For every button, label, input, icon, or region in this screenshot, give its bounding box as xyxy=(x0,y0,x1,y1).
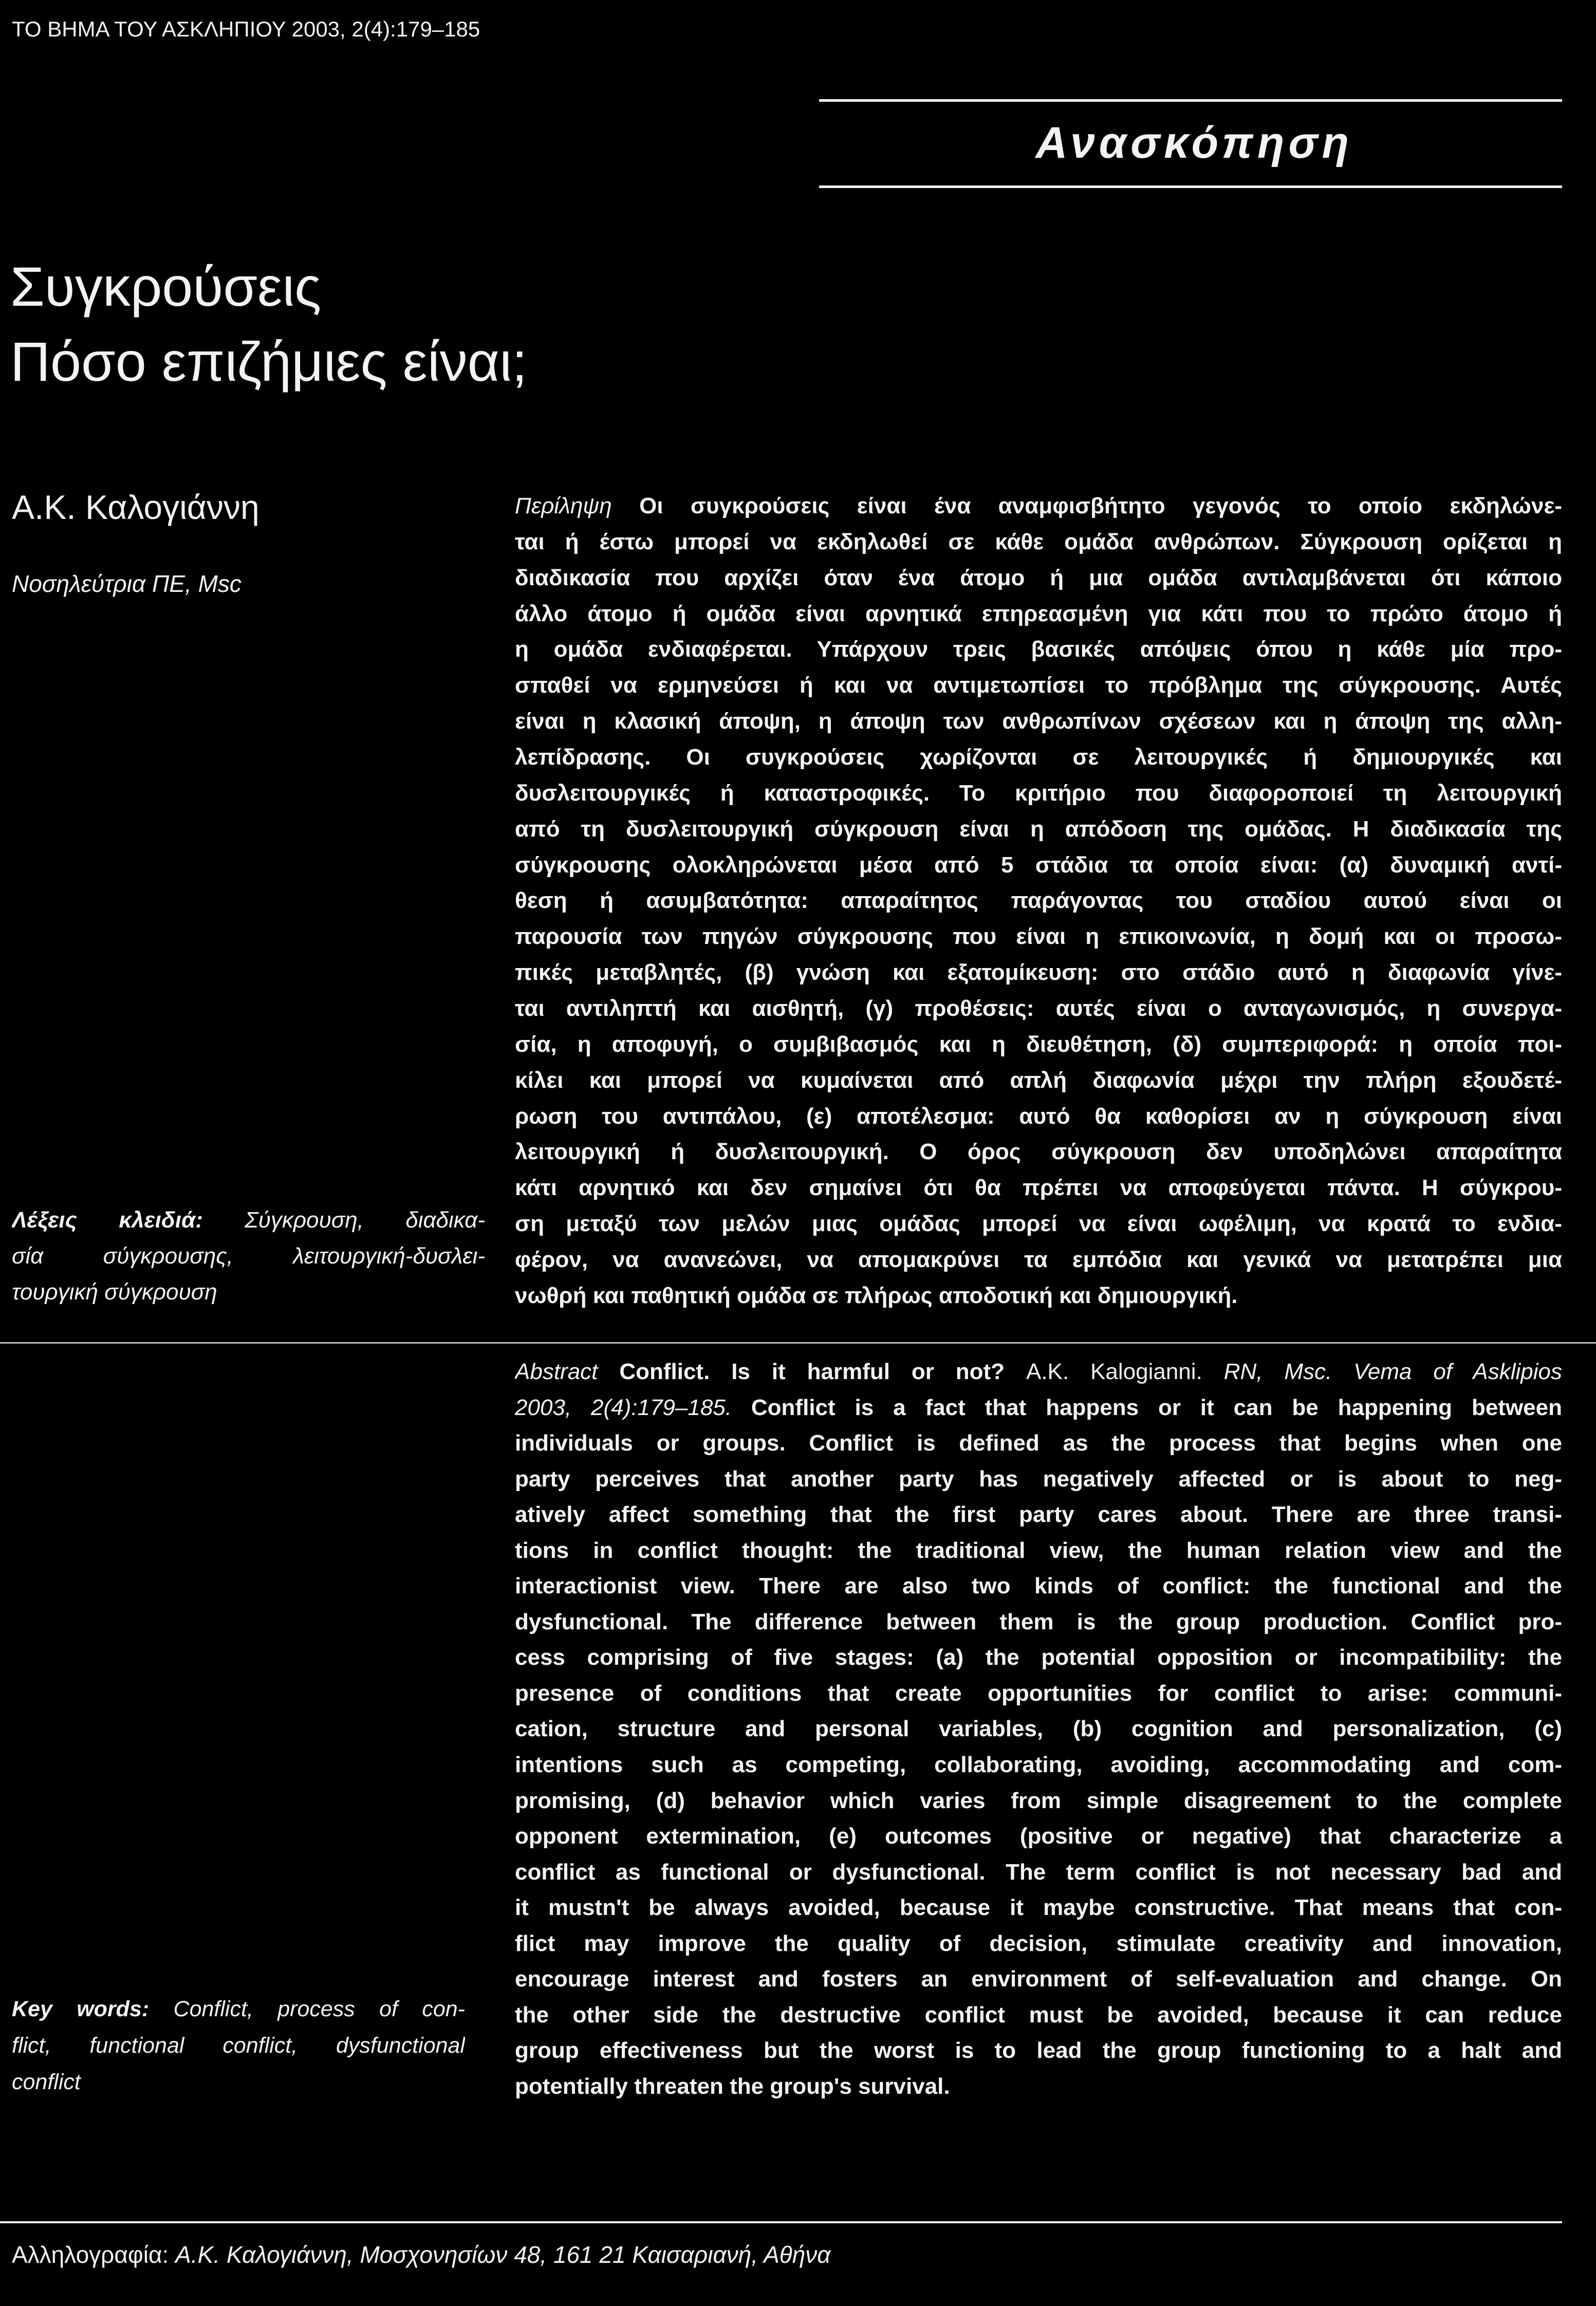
greek-abstract-line: είναι η κλασική άποψη, η άποψη των ανθρωπίνων σχέσεων και η άποψη της αλλη- xyxy=(515,709,1562,734)
english-keywords-line: conflict xyxy=(12,2070,81,2094)
greek-abstract-line: λεπίδρασης. Οι συγκρούσεις χωρίζονται σε λειτουργικές ή δημιουργικές και xyxy=(515,745,1562,770)
english-abstract-line: party perceives that another party has negatively affected or is about to neg- xyxy=(515,1466,1562,1492)
english-keywords-text: Conflict, process of con- xyxy=(173,1997,465,2021)
english-abstract-reference: RN, Msc. Vema of Asklipios xyxy=(1223,1359,1562,1384)
article-subtitle: Πόσο επιζήμιες είναι; xyxy=(10,330,528,393)
greek-abstract-line: κάτι αρνητικό και δεν σημαίνει ότι θα πρέπει να αποφεύγεται πάντα. Η σύγκρου- xyxy=(515,1175,1562,1201)
english-keywords-line: flict, functional conflict, dysfunctional xyxy=(12,2033,465,2058)
greek-abstract-line: παρουσία των πηγών σύγκρουσης που είναι η επικοινωνία, η δομή και οι προσω- xyxy=(515,924,1562,950)
greek-keywords xyxy=(12,1202,485,1310)
greek-abstract-line: κίλει και μπορεί να κυμαίνεται από απλή διαφωνία μέχρι την πλήρη εξουδετέ- xyxy=(515,1067,1562,1093)
english-abstract-line: presence of conditions that create opportunities for conflict to arise: communi- xyxy=(515,1680,1562,1706)
correspondence xyxy=(12,2240,830,2269)
article-title: Συγκρούσεις xyxy=(10,255,322,318)
greek-abstract-line: θεση ή ασυμβατότητα: απαραίτητος παράγοντας του σταδίου αυτού είναι οι xyxy=(515,888,1562,914)
english-keywords xyxy=(12,1991,465,2100)
english-abstract-line: potentially threaten the group's survival. xyxy=(515,2073,950,2099)
footer-rule xyxy=(0,2221,1562,2223)
greek-keywords-text: Σύγκρουση, διαδικα- xyxy=(245,1207,485,1233)
english-keywords-line xyxy=(12,1991,465,2028)
section-top-rule xyxy=(819,99,1562,102)
language-separator-rule xyxy=(0,1342,1596,1344)
english-abstract-line: interactionist view. There are also two kinds of conflict: the functional and the xyxy=(515,1573,1562,1599)
journal-header: ΤΟ ΒΗΜΑ ΤΟΥ ΑΣΚΛΗΠΙΟΥ 2003, 2(4):179–185 xyxy=(12,17,480,41)
english-abstract-line: the other side the destructive conflict must be avoided, because it can reduce xyxy=(515,2002,1562,2028)
english-abstract-line: intentions such as competing, collaborating, avoiding, accommodating and com- xyxy=(515,1752,1562,1778)
english-abstract-line: atively affect something that the first party cares about. There are three transi- xyxy=(515,1502,1562,1528)
english-abstract-line: flict may improve the quality of decision, stimulate creativity and innovation, xyxy=(515,1930,1562,1956)
english-abstract-line: cation, structure and personal variables, (b) cognition and personalization, (c) xyxy=(515,1716,1562,1742)
english-abstract-line: dysfunctional. The difference between them is the group production. Conflict pro- xyxy=(515,1609,1562,1634)
english-abstract-label: Abstract xyxy=(515,1359,598,1384)
english-abstract-text: Conflict is a fact that happens or it can be happening between xyxy=(751,1394,1562,1420)
correspondence-address: Α.Κ. Καλογιάννη, Μοσχονησίων 48, 161 21 Καισαριανή, Αθήνα xyxy=(175,2241,831,2268)
english-abstract xyxy=(515,1354,1562,2104)
author-affiliation: Νοσηλεύτρια ΠΕ, Msc xyxy=(12,570,242,597)
english-abstract-reference: 2003, 2(4):179–185. xyxy=(515,1394,732,1420)
greek-abstract-line: πικές μεταβλητές, (β) γνώση και εξατομίκευση: στο στάδιο αυτό η διαφωνία γίνε- xyxy=(515,960,1562,985)
greek-abstract-line: η ομάδα ενδιαφέρεται. Υπάρχουν τρεις βασικές απόψεις όπου η κάθε μία προ- xyxy=(515,637,1562,662)
greek-abstract-line: λειτουργική ή δυσλειτουργική. Ο όρος σύγκρουση δεν υποδηλώνει απαραίτητα xyxy=(515,1139,1562,1165)
greek-abstract-line: σπαθεί να ερμηνεύσει ή και να αντιμετωπίσει το πρόβλημα της σύγκρουσης. Αυτές xyxy=(515,673,1562,698)
greek-keywords-label: Λέξεις κλειδιά: xyxy=(12,1207,203,1233)
english-abstract-line xyxy=(515,1354,1562,1390)
english-keywords-label: Key words: xyxy=(12,1997,150,2021)
english-abstract-line: it mustn't be always avoided, because it maybe constructive. That means that con- xyxy=(515,1895,1562,1921)
greek-keywords-line xyxy=(12,1202,485,1238)
english-abstract-line xyxy=(515,1390,1562,1426)
english-abstract-line: opponent extermination, (e) outcomes (positive or negative) that characterize a xyxy=(515,1824,1562,1849)
english-abstract-title: Conflict. Is it harmful or not? xyxy=(619,1359,1005,1384)
english-abstract-line: cess comprising of five stages: (a) the potential opposition or incompatibility: the xyxy=(515,1645,1562,1670)
author-name: Α.Κ. Καλογιάννη xyxy=(12,488,259,526)
greek-abstract-line: από τη δυσλειτουργική σύγκρουση είναι η απόδοση της ομάδας. Η διαδικασία της xyxy=(515,816,1562,842)
greek-abstract-line: άλλο άτομο ή ομάδα είναι αρνητικά επηρεασμένη για κάτι που το πρώτο άτομο ή xyxy=(515,601,1562,626)
greek-abstract-line: νωθρή και παθητική ομάδα σε πλήρως αποδοτική και δημιουργική. xyxy=(515,1282,1238,1308)
section-label: Ανασκόπηση xyxy=(1035,118,1353,168)
english-abstract-line: group effectiveness but the worst is to lead the group functioning to a halt and xyxy=(515,2038,1562,2063)
english-abstract-line: individuals or groups. Conflict is defined as the process that begins when one xyxy=(515,1430,1562,1456)
greek-abstract-line: σύγκρουσης ολοκληρώνεται μέσα από 5 στάδια τα οποία είναι: (α) δυναμική αντί- xyxy=(515,852,1562,878)
greek-keywords-line: τουργική σύγκρουση xyxy=(12,1279,217,1305)
greek-abstract-line xyxy=(515,488,1562,524)
english-abstract-author: A.K. Kalogianni. xyxy=(1026,1359,1202,1384)
greek-abstract-line: ση μεταξύ των μελών μιας ομάδας μπορεί να είναι ωφέλιμη, να κρατά το ενδια- xyxy=(515,1211,1562,1237)
correspondence-label: Αλληλογραφία: xyxy=(12,2241,169,2268)
greek-abstract-line: ρωση του αντιπάλου, (ε) αποτέλεσμα: αυτό θα καθορίσει αν η σύγκρουση είναι xyxy=(515,1103,1562,1129)
english-abstract-line: encourage interest and fosters an environment of self-evaluation and change. On xyxy=(515,1966,1562,1992)
english-abstract-line: conflict as functional or dysfunctional. The term conflict is not necessary bad and xyxy=(515,1859,1562,1885)
english-abstract-line: promising, (d) behavior which varies from simple disagreement to the complete xyxy=(515,1788,1562,1813)
greek-abstract-line: ται αντιληπτή και αισθητή, (γ) προθέσεις: αυτές είναι ο ανταγωνισμός, η συνεργα- xyxy=(515,996,1562,1021)
greek-abstract-label: Περίληψη xyxy=(515,493,612,518)
greek-abstract-line: ται ή έστω μπορεί να εκδηλωθεί σε κάθε ομάδα ανθρώπων. Σύγκρουση ορίζεται η xyxy=(515,529,1562,554)
greek-abstract xyxy=(515,488,1562,1314)
greek-abstract-line: φέρον, να ανανεώνει, να απομακρύνει τα εμπόδια και γενικά να μετατρέπει μια xyxy=(515,1247,1562,1273)
greek-keywords-line: σία σύγκρουσης, λειτουργική-δυσλει- xyxy=(12,1243,485,1269)
greek-abstract-line: διαδικασία που αρχίζει όταν ένα άτομο ή μια ομάδα αντιλαμβάνεται ότι κάποιο xyxy=(515,565,1562,590)
english-abstract-line: tions in conflict thought: the traditional view, the human relation view and the xyxy=(515,1537,1562,1563)
greek-abstract-text: Οι συγκρούσεις είναι ένα αναμφισβήτητο γεγονός το οποίο εκδηλώνε- xyxy=(639,493,1562,518)
greek-abstract-line: σία, η αποφυγή, ο συμβιβασμός και η διευθέτηση, (δ) συμπεριφορά: η οποία ποι- xyxy=(515,1031,1562,1057)
greek-abstract-line: δυσλειτουργικές ή καταστροφικές. Το κριτήριο που διαφοροποιεί τη λειτουργική xyxy=(515,780,1562,806)
section-bottom-rule xyxy=(819,185,1562,188)
